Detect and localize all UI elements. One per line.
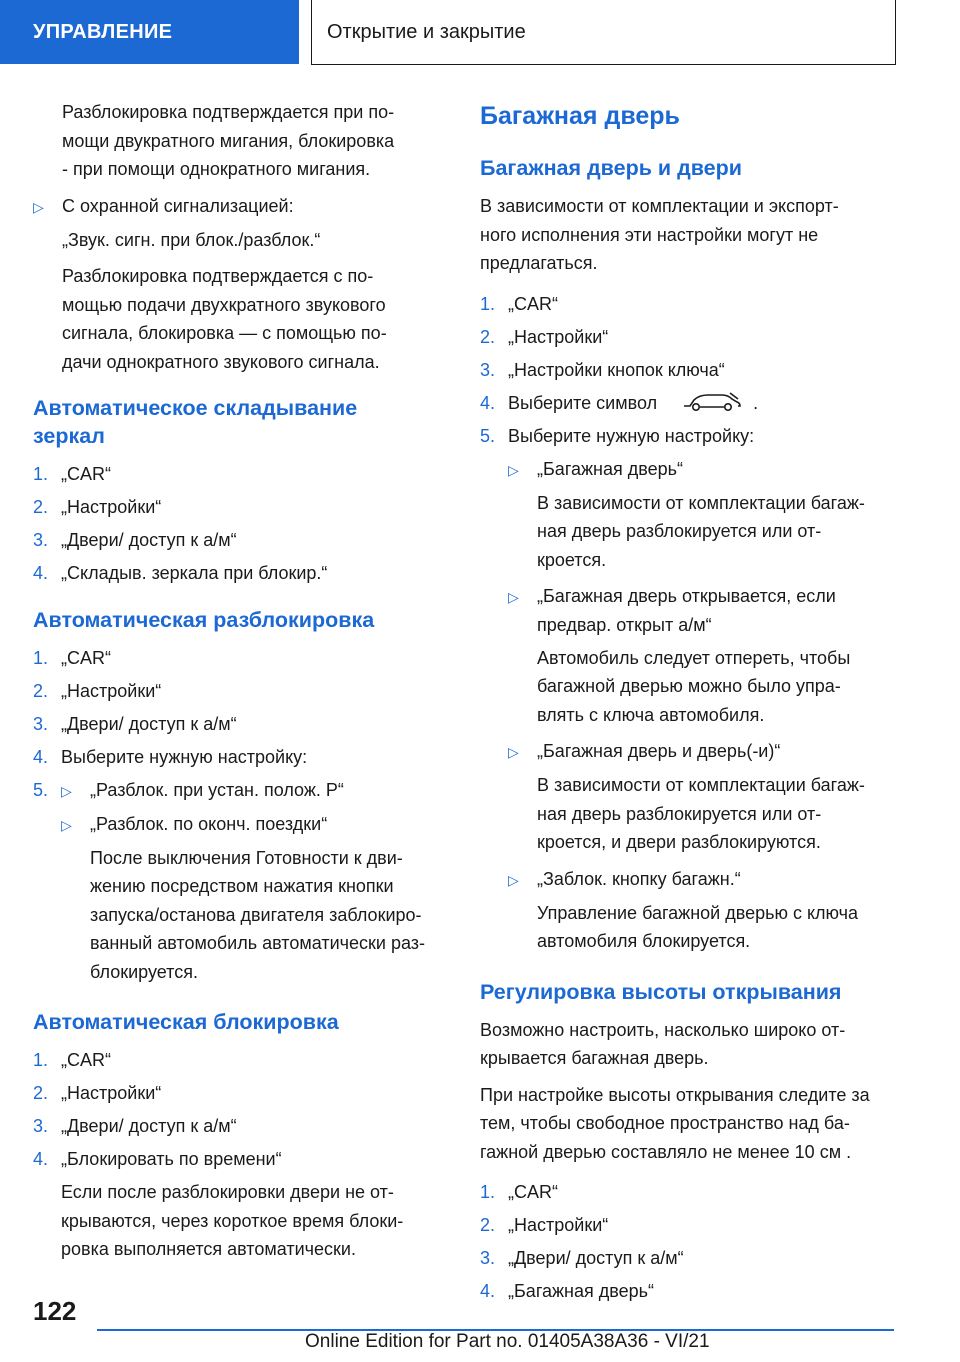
chapter-section-title: Багажная дверь (480, 102, 680, 130)
list-item (33, 644, 448, 673)
setting-text: „Звук. сигн. при блок./разблок.“ (62, 229, 321, 250)
text-line: запуска/останова двигателя заблокиро- (90, 904, 422, 925)
step-text: „CAR“ (61, 464, 111, 484)
list-item (33, 776, 448, 806)
bullet-item (480, 737, 900, 767)
option-text: „Заблок. кнопку багажн.“ (537, 868, 741, 889)
text-line: При настройке высоты открывания следите за (480, 1084, 870, 1105)
text-line: В зависимости от комплектации багаж- (537, 775, 865, 795)
text-line: влять с ключа автомобиля. (537, 704, 765, 725)
height-paragraph-2 (480, 1081, 900, 1167)
step-text: „Настройки“ (508, 1215, 609, 1235)
list-item (33, 493, 448, 522)
list-item (480, 290, 900, 319)
text-line: Разблокировка подтверждается с по- (62, 266, 374, 286)
text-line: предвар. открыт а/м“ (537, 614, 712, 635)
option-text: „Разблок. по оконч. поездки“ (90, 813, 328, 834)
step-text: „CAR“ (508, 1182, 558, 1202)
step-number: 3. (33, 1116, 49, 1136)
triangle-right-icon: ▷ (508, 744, 519, 760)
text-line: предлагаться. (480, 253, 598, 273)
step-number: 2. (480, 1215, 496, 1235)
option-description (480, 771, 900, 857)
step-text: Выберите нужную настройку: (61, 746, 308, 767)
step-number: 2. (33, 497, 49, 517)
list-item (33, 1079, 448, 1108)
option-text: „Багажная дверь“ (537, 458, 683, 479)
option-description (33, 844, 448, 987)
list-item (480, 323, 900, 352)
intro-paragraph (33, 98, 448, 184)
step-number: 3. (480, 359, 496, 380)
text-line: В зависимости от комплектации и экспорт- (480, 196, 839, 216)
step-number: 4. (480, 392, 496, 413)
step-number: 4. (33, 563, 49, 583)
step-number: 3. (480, 1248, 496, 1268)
step-text: „CAR“ (61, 647, 111, 668)
text-line: Возможно настроить, насколько широко от- (480, 1019, 846, 1040)
step-number: 4. (33, 1149, 49, 1169)
text-line: блокируется. (90, 961, 198, 982)
triangle-right-icon: ▷ (508, 871, 519, 888)
triangle-right-icon: ▷ (61, 782, 72, 799)
section-heading-height: Регулировка высоты открывания (480, 979, 842, 1004)
list-item (33, 526, 448, 555)
step-text: Выберите нужную настройку: (508, 425, 755, 446)
list-item (480, 1178, 900, 1207)
step-number: 4. (480, 1281, 496, 1301)
list-item (33, 710, 448, 739)
setting-name (33, 226, 448, 255)
option-description (480, 489, 900, 575)
step-number: 2. (480, 326, 496, 347)
list-item (33, 743, 448, 772)
bullet-item (480, 865, 900, 895)
triangle-right-icon: ▷ (508, 461, 519, 478)
text-line: Если после разблокировки двери не от- (61, 1182, 394, 1202)
text-line: - при помощи однократного мигания. (62, 159, 371, 179)
step-number: 3. (33, 713, 49, 734)
chapter-header (311, 0, 896, 65)
option-description (480, 644, 900, 730)
list-item (480, 356, 900, 385)
bullet-text: С охранной сигнализацией: (62, 195, 294, 216)
text-line: После выключения Готовности к дви- (90, 847, 403, 868)
text-line: автомобиля блокируется. (537, 931, 751, 951)
list-item (480, 422, 900, 451)
step-text: „CAR“ (61, 1050, 111, 1070)
text-line: В зависимости от комплектации багаж- (537, 492, 865, 513)
section-heading-unlock: Автоматическая разблокировка (33, 607, 375, 632)
step-text: „Двери/ доступ к а/м“ (61, 713, 237, 734)
edition-text: Online Edition for Part no. 01405A38A36 - VI/21 (305, 1331, 710, 1352)
step-text: „Настройки кнопок ключа“ (508, 359, 725, 380)
text-line: тем, чтобы свободное пространство над ба- (480, 1113, 850, 1133)
text-line: крываются, через короткое время блоки- (61, 1210, 404, 1231)
triangle-right-icon: ▷ (33, 198, 44, 215)
section-tab (0, 0, 299, 64)
step-text: „Багажная дверь“ (508, 1281, 654, 1301)
step-number: 3. (33, 530, 49, 550)
step-number: 1. (33, 1050, 49, 1070)
right-column (480, 98, 900, 1310)
text-line: кроется. (537, 549, 607, 570)
step-text: „Настройки“ (61, 497, 162, 517)
list-item (33, 1145, 448, 1174)
text-line: жению посредством нажатия кнопки (90, 876, 394, 896)
option-text (537, 582, 836, 639)
step-text-end: . (753, 392, 759, 413)
section-heading-lock: Автоматическая блокировка (33, 1010, 339, 1034)
bullet-item (480, 455, 900, 485)
text-line: дачи однократного звукового сигнала. (62, 351, 380, 372)
option-text: „Багажная дверь и дверь(-и)“ (537, 741, 781, 761)
text-line: ровка выполняется автоматически. (61, 1239, 356, 1259)
list-item (480, 1244, 900, 1273)
step-number: 2. (33, 1083, 49, 1103)
text-line: Управление багажной дверью с ключа (537, 902, 859, 923)
step-number: 1. (480, 1182, 496, 1202)
list-item (480, 1277, 900, 1306)
text-line: кроется, и двери разблокируются. (537, 832, 821, 852)
car-trunk-icon (682, 391, 742, 413)
bullet-item (33, 192, 448, 222)
section-heading-trunk-doors: Багажная дверь и двери (480, 156, 742, 180)
step-text: „Блокировать по времени“ (61, 1149, 282, 1169)
list-item (480, 1211, 900, 1240)
text-line: мощи двукратного мигания, блокировка (62, 130, 395, 151)
step-number: 2. (33, 680, 49, 701)
section-title: УПРАВЛЕНИЕ (33, 21, 173, 43)
text-line: багажной дверью можно было упра- (537, 676, 841, 696)
text-line: Автомобиль следует отпереть, чтобы (537, 647, 851, 668)
heading-line: зеркал (33, 424, 105, 448)
step-number: 1. (33, 647, 49, 668)
step-text: „Двери/ доступ к а/м“ (61, 530, 237, 550)
text-line: Разблокировка подтверждается при по- (62, 102, 395, 122)
step-number: 5. (33, 779, 49, 800)
step-text: „Двери/ доступ к а/м“ (508, 1248, 684, 1268)
text-line: „Багажная дверь открывается, если (537, 586, 836, 606)
text-line: ного исполнения эти настройки могут не (480, 224, 819, 245)
chapter-title: Открытие и закрытие (327, 21, 526, 43)
list-item (33, 1112, 448, 1141)
intro-paragraph (480, 192, 900, 278)
list-item (33, 460, 448, 489)
option-description (480, 899, 900, 956)
text-line: ная дверь разблокируется или от- (537, 521, 822, 541)
text-line: гажной дверью составляло не менее 10 см . (480, 1141, 852, 1162)
step-number: 4. (33, 746, 49, 767)
step-number: 1. (480, 293, 496, 314)
step-text: „Складыв. зеркала при блокир.“ (61, 563, 328, 583)
triangle-right-icon: ▷ (508, 589, 519, 605)
option-text: „Разблок. при устан. полож. P“ (90, 779, 344, 800)
step-text: „Двери/ доступ к а/м“ (61, 1116, 237, 1136)
step-text: „Настройки“ (508, 326, 609, 347)
list-item (33, 559, 448, 588)
text-line: ванный автомобиль автоматически раз- (90, 933, 426, 953)
step-text: „CAR“ (508, 293, 558, 314)
list-item (33, 677, 448, 706)
heading-line: Автоматическое складывание (33, 396, 358, 420)
page-number: 122 (33, 1296, 77, 1326)
bullet-item (33, 810, 448, 840)
height-paragraph-1 (480, 1016, 900, 1073)
step-text: „Настройки“ (61, 1083, 162, 1103)
step-description (33, 1178, 448, 1264)
step-text: „Настройки“ (61, 680, 162, 701)
section-heading-mirror (33, 394, 448, 450)
list-item (480, 389, 900, 418)
left-column (33, 98, 448, 1264)
bullet-item (480, 582, 900, 639)
text-line: сигнала, блокировка — с помощью по- (62, 323, 387, 343)
step-text: Выберите символ (508, 392, 658, 413)
text-line: мощью подачи двухкратного звукового (62, 294, 386, 315)
text-line: крывается багажная дверь. (480, 1048, 709, 1068)
alarm-paragraph (33, 262, 448, 376)
step-number: 5. (480, 425, 496, 446)
list-item (33, 1046, 448, 1075)
text-line: ная дверь разблокируется или от- (537, 803, 822, 824)
step-number: 1. (33, 464, 49, 484)
triangle-right-icon: ▷ (61, 816, 72, 833)
